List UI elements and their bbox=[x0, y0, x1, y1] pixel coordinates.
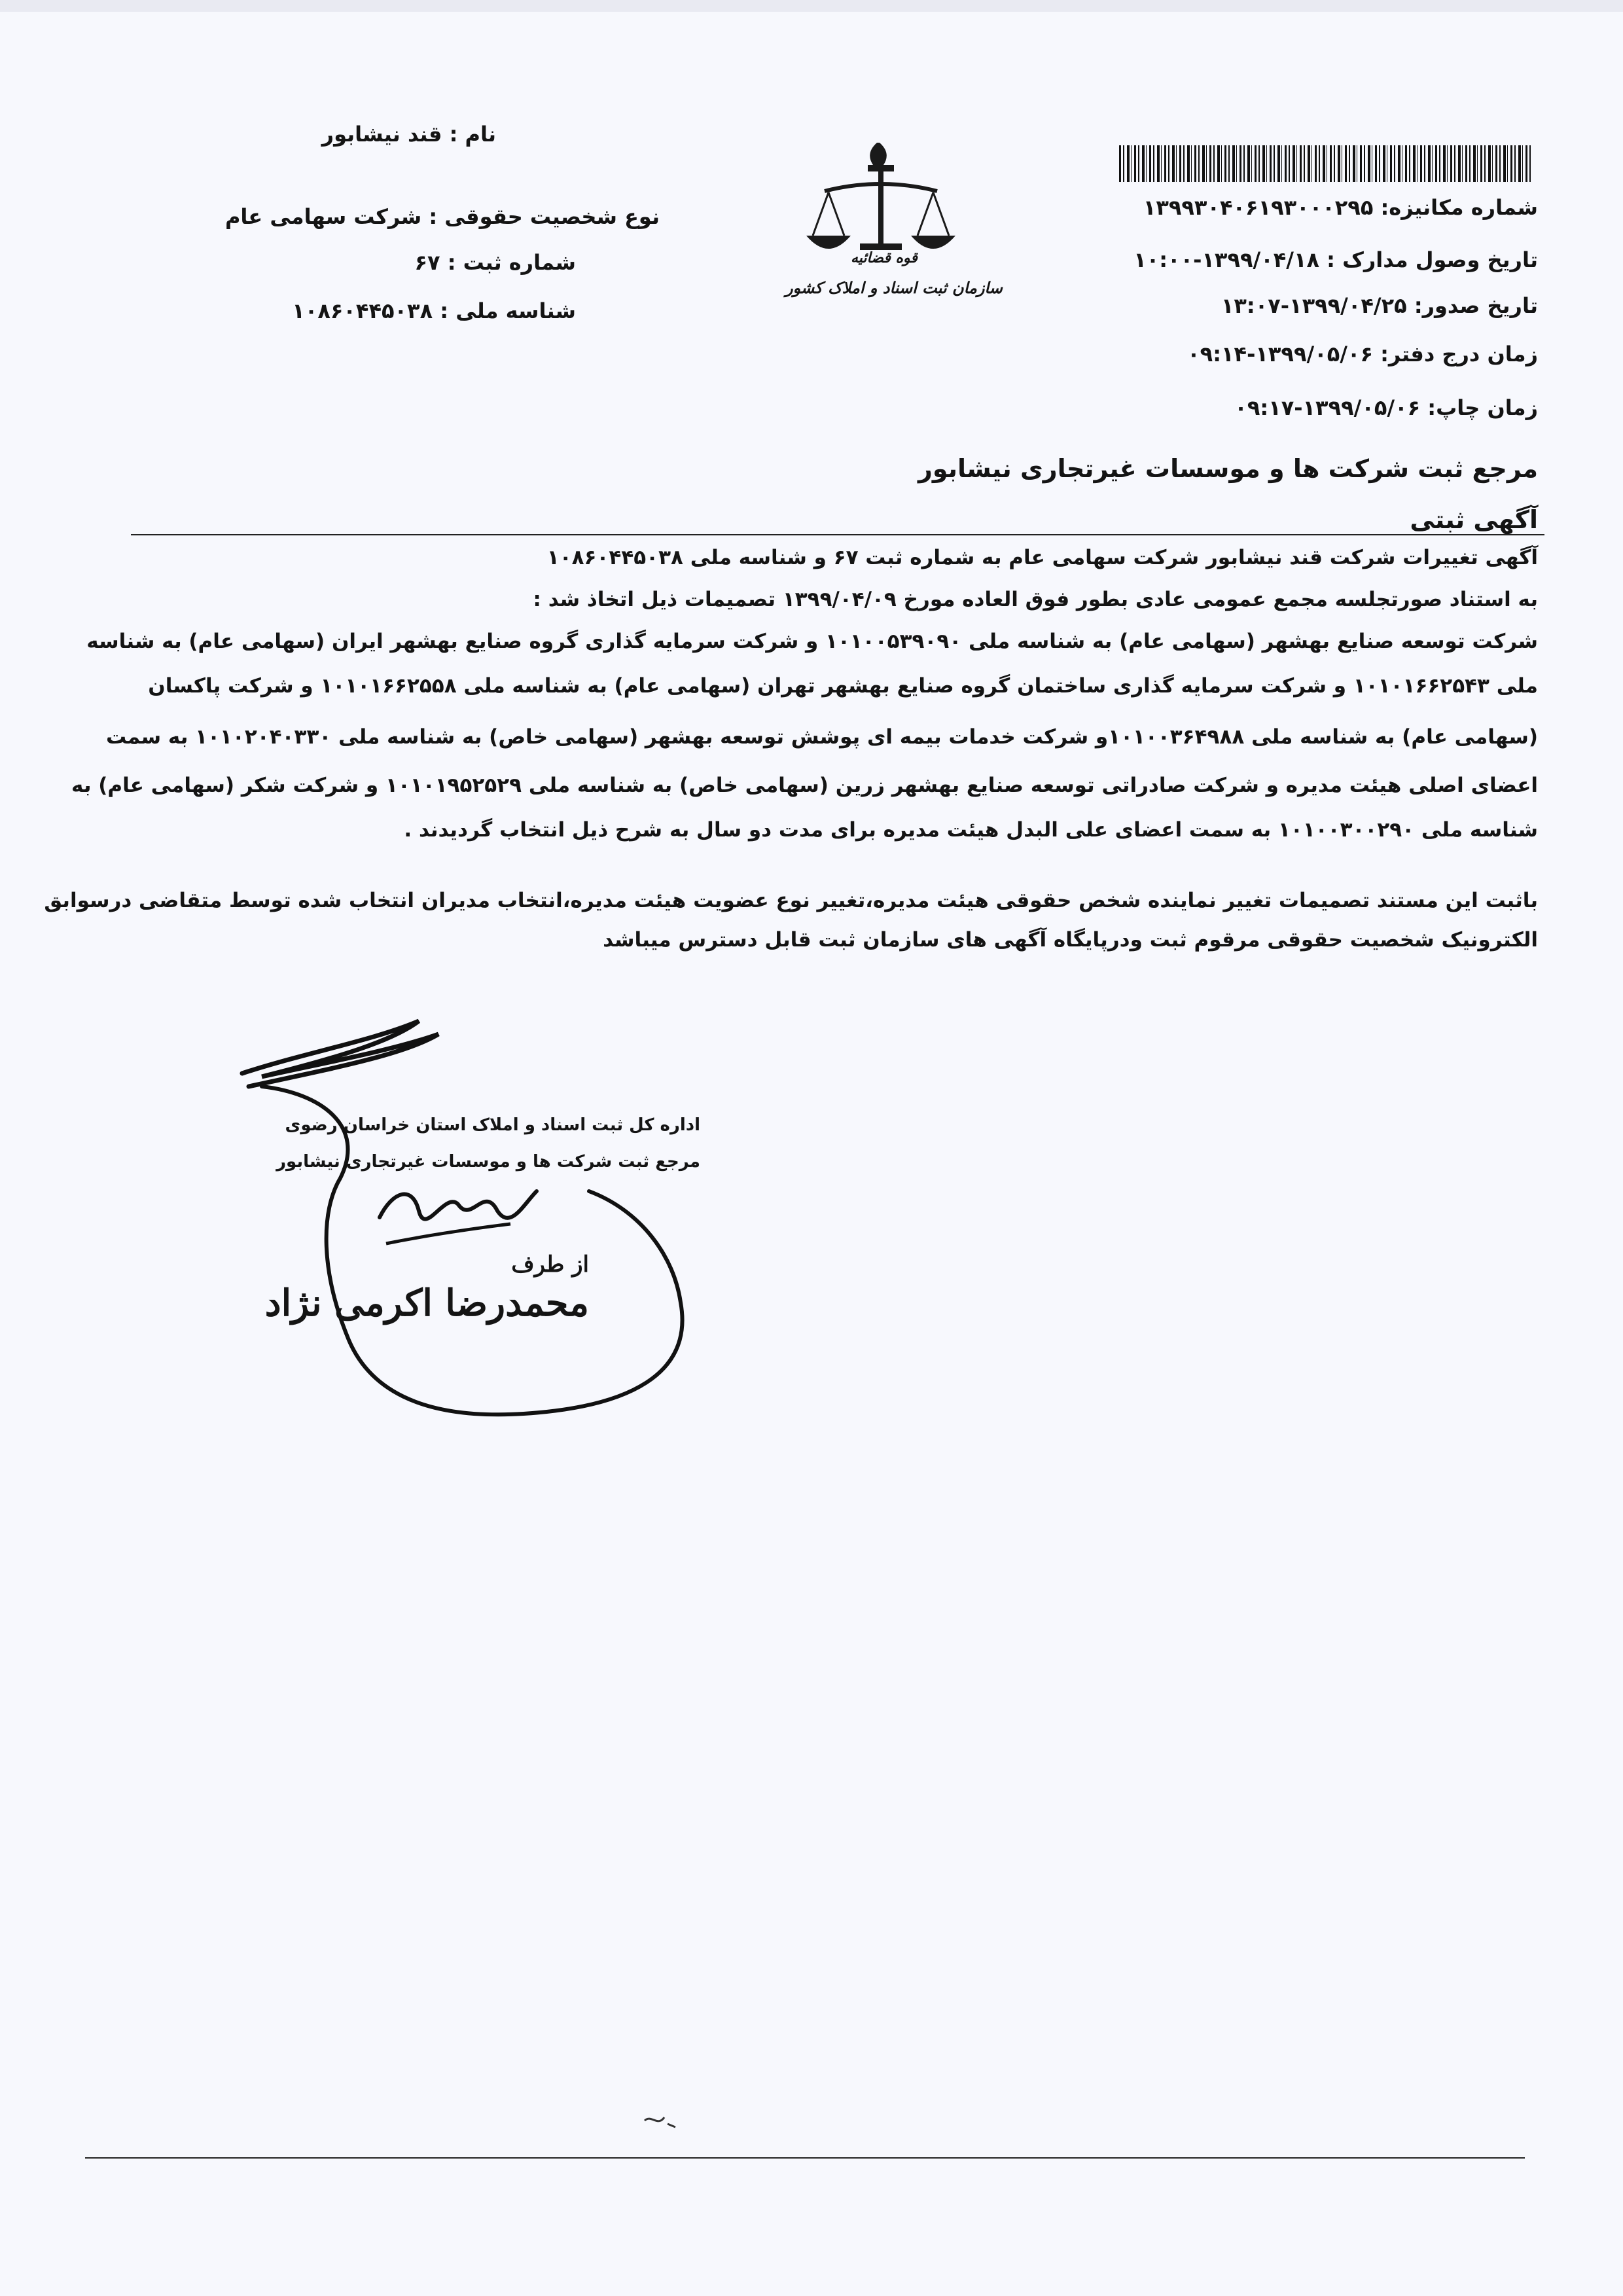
footer-line: باثبت این مستند تصمیمات تغییر نماینده شخص حقوقی هیئت مدیره،تغییر نوع عضویت هیئت مدیره،انتخاب مدیران انتخاب شده توسط متقاضی درسوابق bbox=[44, 889, 1538, 912]
footer-line: الکترونیک شخصیت حقوقی مرقوم ثبت ودرپایگاه آگهی های سازمان ثبت قابل دسترس میباشد bbox=[603, 928, 1538, 952]
body-line: اعضای اصلی هیئت مدیره و شرکت صادراتی توسعه صنایع بهشهر زرین (سهامی خاص) به شناسه ملی ۱۰۱۰۱۹۵۲۵۲۹ و شرکت شکر (سهامی عام) به bbox=[71, 774, 1538, 797]
stamp-on-behalf: از طرف bbox=[511, 1251, 589, 1278]
entry-time: زمان درج دفتر: ۱۳۹۹/۰۵/۰۶-۰۹:۱۴ bbox=[1187, 342, 1538, 367]
handwritten-signature bbox=[223, 995, 720, 1453]
receipt-date: تاریخ وصول مدارک : ۱۳۹۹/۰۴/۱۸-۱۰:۰۰ bbox=[1133, 247, 1538, 272]
print-time: زمان چاپ: ۱۳۹۹/۰۵/۰۶-۰۹:۱۷ bbox=[1234, 395, 1538, 420]
body-line: شرکت توسعه صنایع بهشهر (سهامی عام) به شناسه ملی ۱۰۱۰۰۵۳۹۰۹۰ و شرکت سرمایه گذاری گروه صنایع بهشهر ایران (سهامی عام) به شناسه bbox=[86, 630, 1538, 653]
notice-heading: آگهی ثبتی bbox=[1410, 505, 1538, 534]
logo-line-organization: سازمان ثبت اسناد و املاک کشور bbox=[785, 279, 1003, 297]
body-line: (سهامی عام) به شناسه ملی ۱۰۱۰۰۳۶۴۹۸۸و شرکت خدمات بیمه ای پوشش توسعه بهشهر (سهامی خاص) به شناسه ملی ۱۰۱۰۲۰۴۰۳۳۰ به سمت bbox=[106, 725, 1538, 749]
stray-mark bbox=[641, 2108, 681, 2134]
body-line: ملی ۱۰۱۰۱۶۶۲۵۴۳ و شرکت سرمایه گذاری ساختمان گروه صنایع بهشهر تهران (سهامی عام) به شناسه ملی ۱۰۱۰۱۶۶۲۵۵۸ و شرکت پاکسان bbox=[148, 674, 1538, 698]
registration-number: شماره ثبت : ۶۷ bbox=[414, 250, 576, 275]
body-line: به استناد صورتجلسه مجمع عمومی عادی بطور فوق العاده مورخ ۱۳۹۹/۰۴/۰۹ تصمیمات ذیل اتخاذ شد : bbox=[533, 588, 1538, 611]
company-name: نام : قند نیشابور bbox=[321, 122, 496, 147]
stamp-name: محمدرضا اکرمی نژاد bbox=[264, 1282, 589, 1325]
mechanized-number: شماره مکانیزه: ۱۳۹۹۳۰۴۰۶۱۹۳۰۰۰۲۹۵ bbox=[1143, 195, 1538, 220]
signature-office-line1: اداره کل ثبت اسناد و املاک استان خراسان رضوی bbox=[285, 1115, 700, 1135]
entity-type: نوع شخصیت حقوقی : شرکت سهامی عام bbox=[224, 204, 660, 229]
national-id: شناسه ملی : ۱۰۸۶۰۴۴۵۰۳۸ bbox=[292, 298, 576, 323]
signature-office-line2: مرجع ثبت شرکت ها و موسسات غیرتجاری نیشابور bbox=[276, 1152, 700, 1172]
footer-divider bbox=[85, 2157, 1525, 2159]
scan-edge bbox=[0, 0, 1623, 12]
barcode bbox=[1119, 145, 1531, 182]
header-divider bbox=[131, 534, 1544, 535]
scales-emblem-icon bbox=[779, 131, 988, 327]
authority-heading: مرجع ثبت شرکت ها و موسسات غیرتجاری نیشابور bbox=[918, 454, 1538, 483]
body-line: آگهی تغییرات شرکت قند نیشابور شرکت سهامی عام به شماره ثبت ۶۷ و شناسه ملی ۱۰۸۶۰۴۴۵۰۳۸ bbox=[546, 546, 1538, 569]
logo-line-judiciary: قوه قضائیه bbox=[851, 250, 918, 266]
judiciary-logo bbox=[779, 131, 1003, 327]
issue-date: تاریخ صدور: ۱۳۹۹/۰۴/۲۵-۱۳:۰۷ bbox=[1221, 293, 1538, 318]
body-line: شناسه ملی ۱۰۱۰۰۳۰۰۲۹۰ به سمت اعضای علی البدل هیئت مدیره برای مدت دو سال به شرح ذیل انتخاب گردیدند . bbox=[404, 818, 1538, 842]
